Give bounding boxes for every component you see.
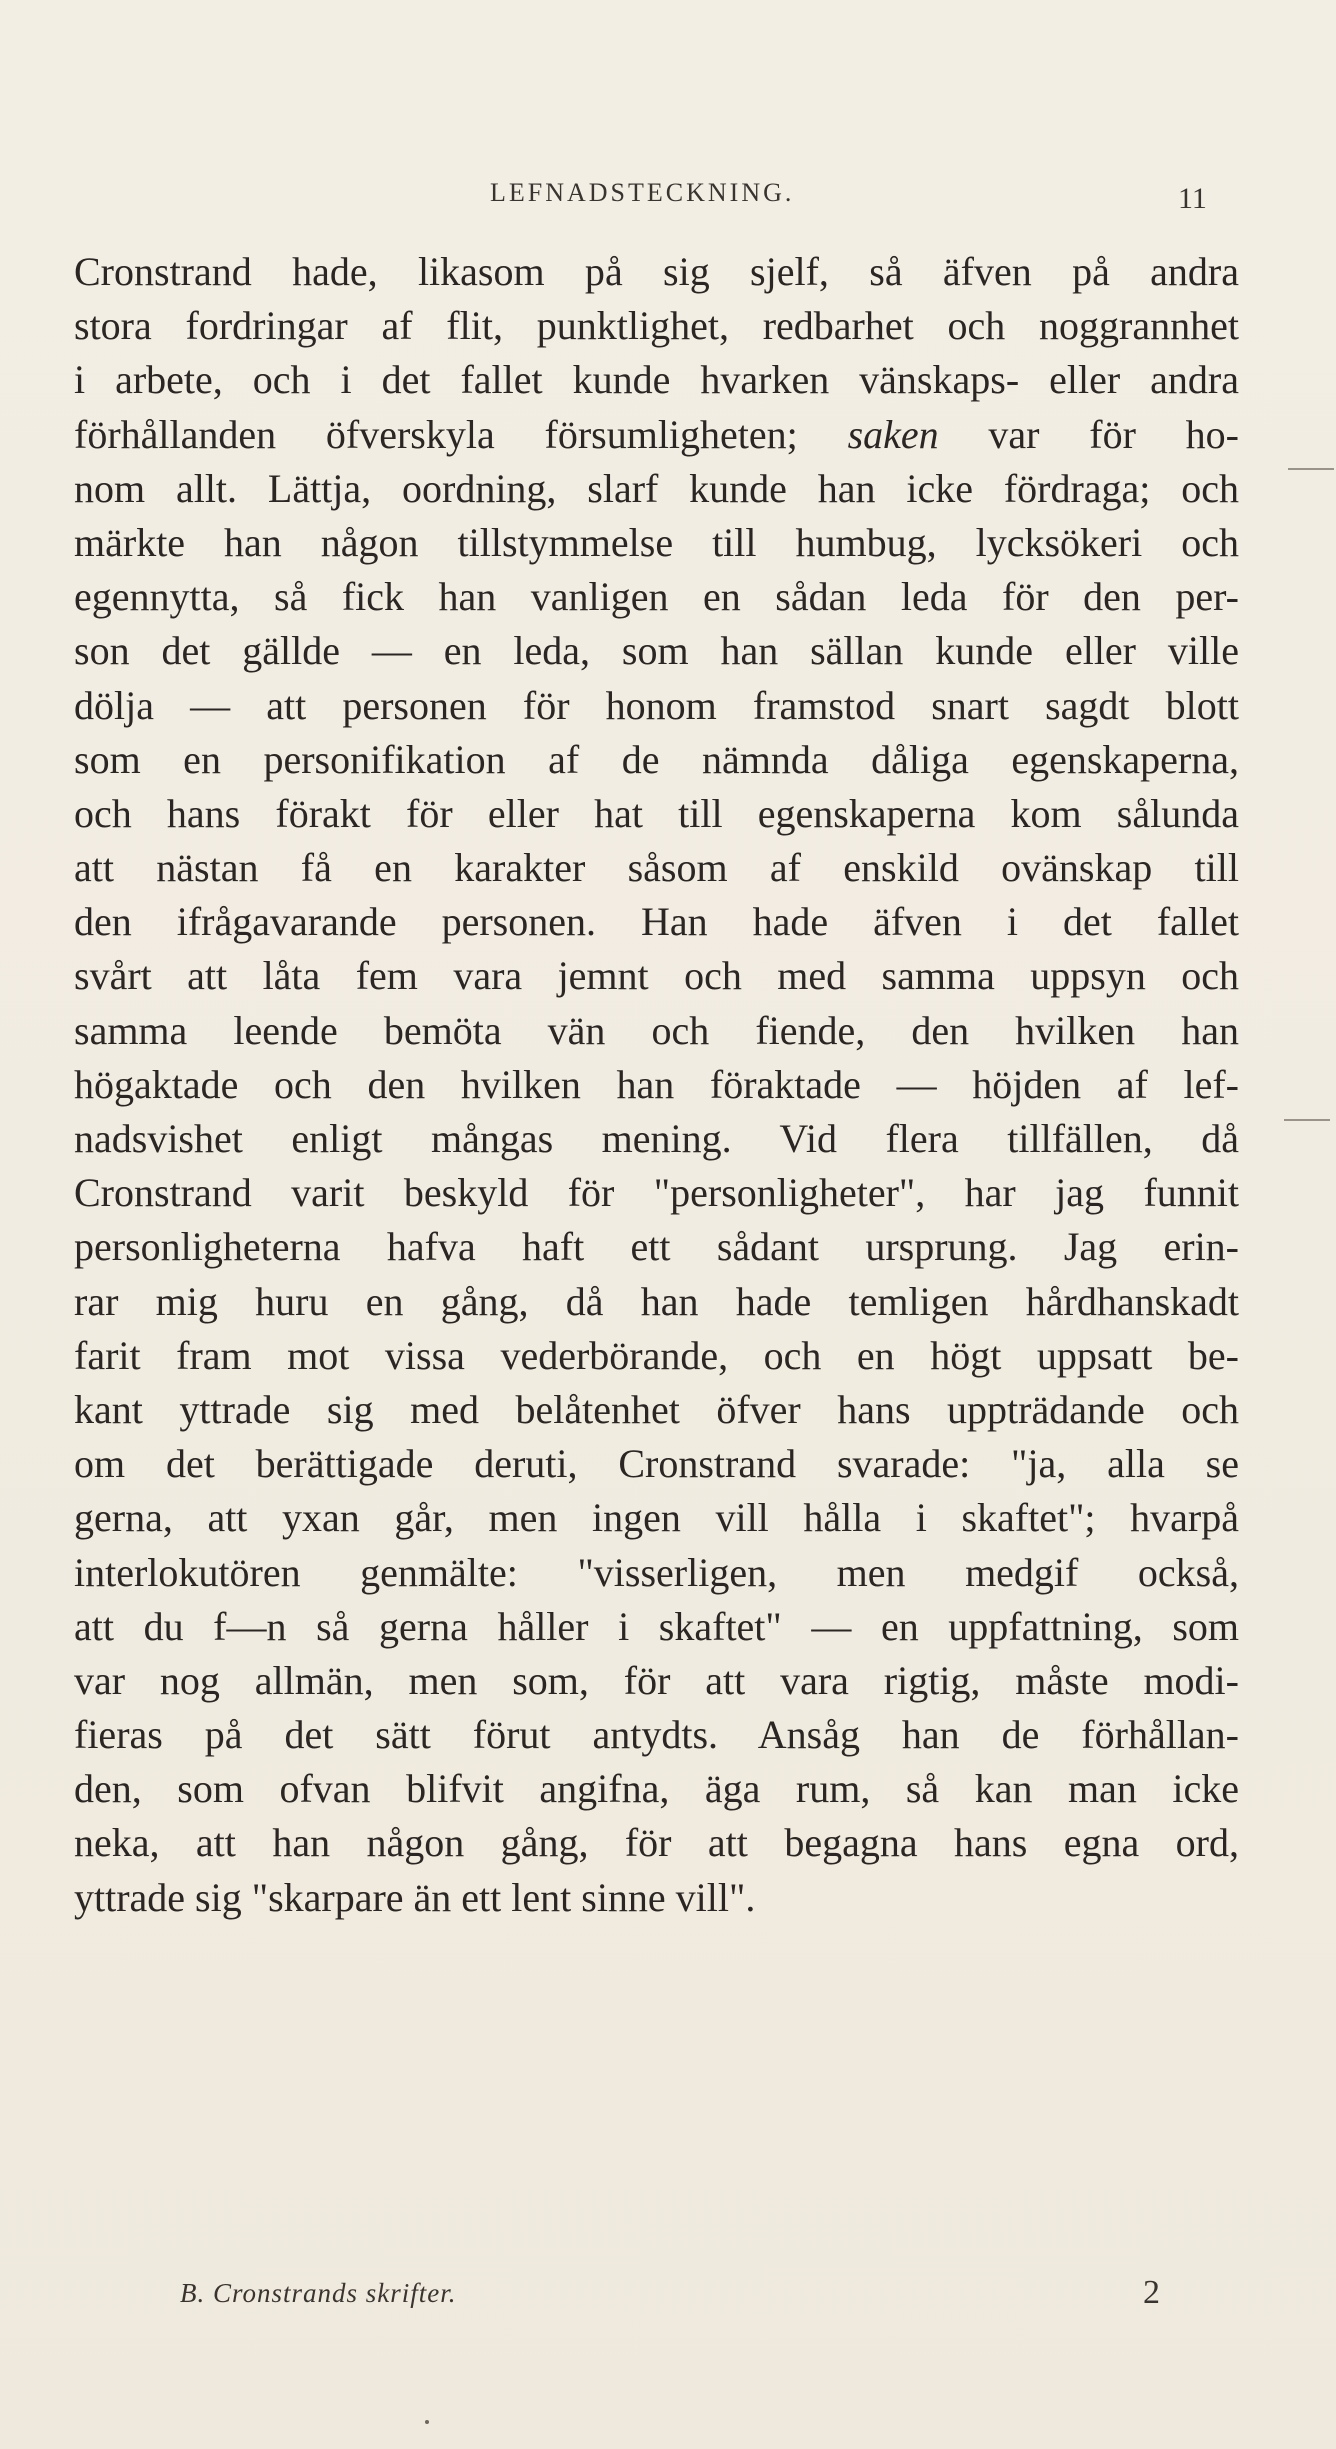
emphasis-saken: saken (847, 411, 939, 457)
text-line: att nästan få en karakter såsom af enskild ovänskap till (74, 845, 1239, 891)
text-line: nadsvishet enligt mångas mening. Vid flera tillfällen, då (74, 1116, 1239, 1161)
text-line: samma leende bemöta vän och fiende, den hvilken han (74, 1007, 1239, 1053)
text-line: fieras på det sätt förut antydts. Ansåg han de förhållan- (74, 1712, 1239, 1758)
text-line: högaktade och den hvilken han föraktade — höjden af lef- (74, 1061, 1239, 1107)
page-footer (0, 2274, 1336, 2318)
margin-dash (1284, 1119, 1330, 1121)
margin-dash (1288, 468, 1334, 470)
text-line: den, som ofvan blifvit angifna, äga rum, så kan man icke (74, 1766, 1239, 1812)
page-number: 11 (1178, 182, 1207, 215)
text-line: i arbete, och i det fallet kunde hvarken vänskaps- eller andra (74, 357, 1239, 403)
body-text (74, 245, 1239, 1925)
text-line: kant yttrade sig med belåtenhet öfver hans uppträdande och (74, 1386, 1239, 1432)
text-line: stora fordringar af flit, punktlighet, redbarhet och noggrannhet (74, 303, 1239, 349)
ink-speck (425, 2420, 429, 2424)
text-line: om det berättigade deruti, Cronstrand svarade: "ja, alla se (74, 1441, 1239, 1487)
text-line: som en personifikation af de nämnda dåliga egenskaperna, (74, 736, 1239, 782)
signature-number: 2 (1143, 2274, 1160, 2311)
text-line: Cronstrand hade, likasom på sig sjelf, så äfven på andra (74, 249, 1239, 294)
text-line: egennytta, så fick han vanligen en sådan leda för den per- (74, 574, 1239, 620)
text-line-end: var för ho- (988, 411, 1239, 457)
text-line: nom allt. Lättja, oordning, slarf kunde han icke fördraga; och (74, 465, 1239, 511)
text-line: att du f—n så gerna håller i skaftet" — en uppfattning, som (74, 1603, 1239, 1649)
text-line: farit fram mot vissa vederbörande, och en högt uppsatt be- (74, 1332, 1239, 1378)
text-line: var nog allmän, men som, för att vara rigtig, måste modi- (74, 1657, 1239, 1703)
text-line: märkte han någon tillstymmelse till humbug, lycksökeri och (74, 519, 1239, 565)
text-line-with-emphasis (74, 408, 1239, 462)
running-title: LEFNADSTECKNING. (490, 178, 795, 207)
text-line: neka, att han någon gång, för att begagna hans egna ord, (74, 1820, 1239, 1866)
running-head (0, 178, 1336, 218)
text-line: son det gällde — en leda, som han sällan kunde eller ville (74, 628, 1239, 674)
signature-mark-title: B. Cronstrands skrifter. (180, 2278, 457, 2308)
text-line: Cronstrand varit beskyld för "personligheter", har jag funnit (74, 1170, 1239, 1216)
text-line: dölja — att personen för honom framstod snart sagdt blott (74, 682, 1239, 728)
text-line: personligheterna hafva haft ett sådant ursprung. Jag erin- (74, 1224, 1239, 1270)
text-line: interlokutören genmälte: "visserligen, men medgif också, (74, 1549, 1239, 1595)
text-line: gerna, att yxan går, men ingen vill hålla i skaftet"; hvarpå (74, 1495, 1239, 1541)
text-line: svårt att låta fem vara jemnt och med samma uppsyn och (74, 953, 1239, 999)
text-line-start: förhållanden öfverskyla försumligheten; (74, 411, 798, 457)
text-line: och hans förakt för eller hat till egenskaperna kom sålunda (74, 790, 1239, 836)
text-line: den ifrågavarande personen. Han hade äfven i det fallet (74, 899, 1239, 945)
text-line: rar mig huru en gång, då han hade temligen hårdhanskadt (74, 1278, 1239, 1324)
text-line-last: yttrade sig "skarpare än ett lent sinne vill". (74, 1874, 756, 1920)
